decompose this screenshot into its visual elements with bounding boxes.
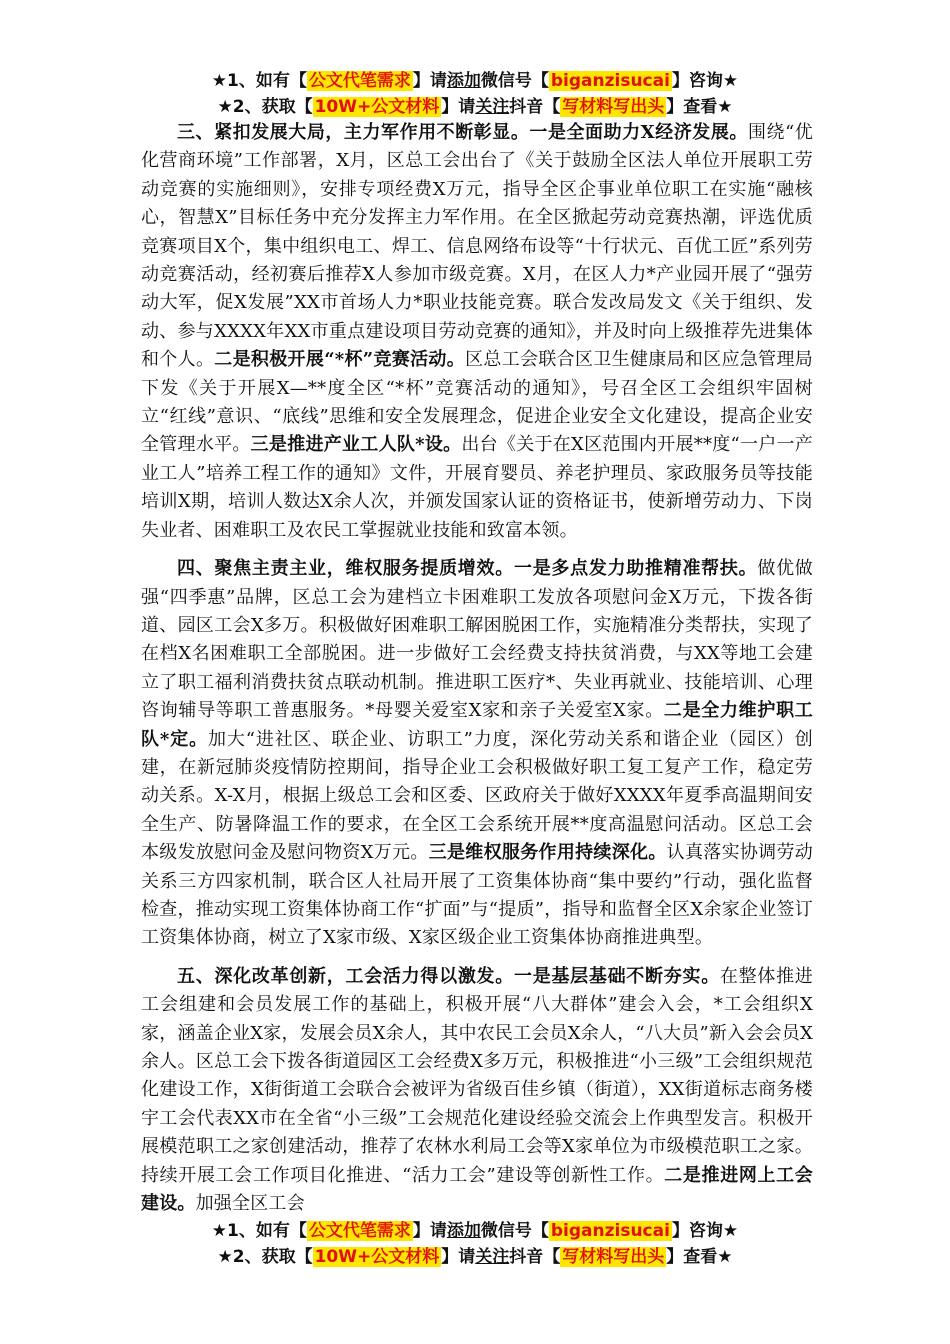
promo-text: ★1、如有【 [211,1221,307,1241]
paragraph-text: 在整体推进工会组建和会员发展工作的基础上，积极开展“八大群体”建会入会，*工会组织X家，涵盖企业X家，发展会员X余人，其中农民工会员X余人，“八大员”新入会会员X余人。区总工会下拨各街道园区工会经费X多万元，积极推进“小三级”工会组织规范化建设工作，X街街道工会联合会被评为省级百佳乡镇（街道），XX街道标志商务楼宇工会代表XX市在全省“小三级”工会规范化建设经验交流会上作典型发言。积极开展模范职工之家创建活动，推荐了农林水利局工会等X家单位为市级模范职工之家。持续开展工会工作项目化推进、“活力工会”建设等创新性工作。 [141,965,814,1186]
promo-underline: 关注 [475,97,510,117]
section-heading: 五、深化改革创新，工会活力得以激发。一是基层基础不断夯实。 [177,965,720,987]
sub-heading: 二是全力维护职工队*定。 [141,700,813,750]
promo-underline: 关注 [475,1247,510,1267]
douyin-id: 写材料写出头 [562,97,665,117]
section-paragraph-3 [141,119,813,545]
promo-text: 】咨询★ [671,1221,739,1241]
paragraph-text: 出台《关于在X区范围内开展**度“一户一产业工人”培养工程工作的通知》文件，开展育婴员、养老护理员、家政服务员等技能培训X期，培训人数达X余人次，并颁发国家认证的资格证书，使新增劳动力、下岗失业者、困难职工及农民工掌握就业技能和致富本领。 [141,434,814,541]
paragraph-text: 认真落实协调劳动关系三方四家机制，联合区人社局开展了工资集体协商“集中要约”行动，强化监督检查，推动实现工资集体协商工作“扩面”与“提质”，指导和监督全区X余家企业签订工资集体协商，树立了X家市级、X家区级企业工资集体协商推进典型。 [141,842,813,949]
promo-text: 】请 [412,71,447,91]
promo-underline: 添加 [446,71,481,91]
promo-text: 】咨询★ [671,71,739,91]
promo-text: ★1、如有【 [211,71,307,91]
paragraph-text: 加强全区工会 [195,1193,305,1215]
promo-highlight: 10W+公文材料 [314,1247,440,1267]
paragraph-text: 做优做强“四季惠”品牌，区总工会为建档立卡困难职工发放各项慰问金X万元，下拨各街道、园区工会X多万。积极做好困难职工解困脱困工作，实施精准分类帮扶，实现了在档X名困难职工全部脱困。进一步做好工会经费支持扶贫消费，与XX等地工会建立了职工福利消费扶贫点联动机制。推进职工医疗*、失业再就业、技能培训、心理咨询辅导等职工普惠服务。*母婴关爱室X家和亲子关爱室X家。 [141,558,813,722]
promo-text: 】请 [441,97,476,117]
section-heading: 三、紧扣发展大局，主力军作用不断彰显。一是全面助力X经济发展。 [177,122,748,143]
sub-heading: 二是积极开展“*杯”竞赛活动。 [214,349,466,371]
promo-line-1 [0,68,950,94]
douyin-id: 写材料写出头 [562,1247,665,1267]
document-body [141,119,813,1218]
promo-text: 微信号【 [480,1221,549,1241]
promo-footer-line-2 [0,1244,950,1270]
sub-heading: 三是维权服务作用持续深化。 [428,842,667,864]
sub-heading: 三是推进产业工人队*设。 [250,434,462,456]
promo-highlight: 公文代笔需求 [308,1221,411,1241]
promo-highlight: 10W+公文材料 [314,97,440,117]
wechat-id: biganzisucai [550,71,670,91]
paragraph-text: 区总工会联合区卫生健康局和区应急管理局下发《关于开展X—**度全区“*杯”竞赛活动的通知》，号召全区工会组织牢固树立“红线”意识、“底线”思维和安全发展理念，促进企业安全文化建设，提高企业安全管理水平。 [141,349,813,456]
promo-text: 抖音【 [509,97,561,117]
promo-text: ★2、获取【 [217,97,313,117]
promo-text: 】请 [412,1221,447,1241]
promo-text: 抖音【 [509,1247,561,1267]
promo-text: 】查看★ [666,1247,733,1267]
promo-text: 】请 [441,1247,476,1267]
promo-text: 】查看★ [666,97,733,117]
sub-heading: 二是推进网上工会建设。 [141,1164,813,1215]
promo-text: 微信号【 [480,71,549,91]
promo-line-2 [0,94,950,120]
promo-underline: 添加 [446,1221,481,1241]
section-paragraph-5 [141,963,813,1219]
promo-highlight: 公文代笔需求 [308,71,411,91]
promo-text: ★2、获取【 [217,1247,313,1267]
paragraph-text: 加大“进社区、联企业、访职工”力度，深化劳动关系和谐企业（园区）创建，在新冠肺炎疫情防控期间，指导企业工会积极做好职工复工复产工作，稳定劳动关系。X-X月，根据上级总工会和区委、区政府关于做好XXXX年夏季高温期间安全生产、防暑降温工作的要求，在全区工会系统开展**度高温慰问活动。区总工会本级发放慰问金及慰问物资X万元。 [141,728,813,864]
section-paragraph-4 [141,555,813,953]
section-heading: 四、聚焦主责主业，维权服务提质增效。一是多点发力助推精准帮扶。 [177,558,758,580]
promo-footer-line-1 [0,1218,950,1244]
paragraph-text: 围绕“优化营商环境”工作部署，X月，区总工会出台了《关于鼓励全区法人单位开展职工劳动竞赛的实施细则》，安排专项经费X万元，指导全区企事业单位职工在实施“融核心，智慧X”目标任务中充分发挥主力军作用。在全区掀起劳动竞赛热潮，评选优质竞赛项目X个，集中组织电工、焊工、信息网络布设等“十行状元、百优工匠”系列劳动竞赛活动，经初赛后推荐X人参加市级竞赛。X月，在区人力*产业园开展了“强劳动大军，促X发展”XX市首场人力*职业技能竞赛。联合发改局发文《关于组织、发动、参与XXXX年XX市重点建设项目劳动竞赛的通知》，并及时向上级推荐先进集体和个人。 [141,122,813,371]
wechat-id: biganzisucai [550,1221,670,1241]
